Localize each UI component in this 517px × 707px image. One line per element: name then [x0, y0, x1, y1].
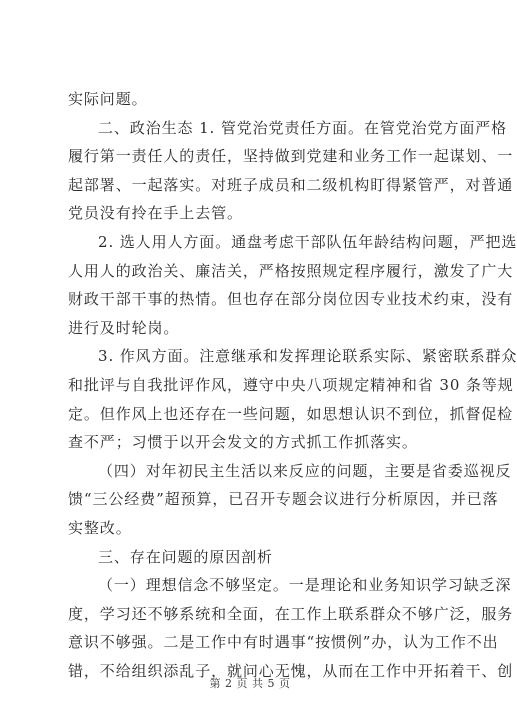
text-line: 度，学习还不够系统和全面，在工作上联系群众不够广泛，服务: [68, 604, 514, 623]
text-line: 起部署、一起落实。对班子成员和二级机构盯得紧管严，对普通: [68, 175, 514, 194]
text-line: 和批评与自我批评作风，遵守中央八项规定精神和省 30 条等规: [68, 375, 514, 394]
text-line: 2. 选人用人方面。通盘考虑干部队伍年龄结构问题，严把选: [98, 232, 517, 251]
text-line: 人用人的政治关、廉洁关，严格按照规定程序履行，激发了广大: [68, 261, 514, 280]
text-line: 错，不给组织添乱子，就问心无愧，从而在工作中开拓着干、创: [68, 661, 514, 680]
text-line: 实整改。: [68, 518, 132, 537]
text-line: 履行第一责任人的责任，坚持做到党建和业务工作一起谋划、一: [68, 147, 514, 166]
body-text: [68, 85, 517, 685]
text-line: （一）理想信念不够坚定。一是理论和业务知识学习缺乏深: [98, 576, 512, 595]
text-line: 定。但作风上也还存在一些问题，如思想认识不到位，抓督促检: [68, 404, 514, 423]
text-line: 党员没有拎在手上去管。: [68, 204, 243, 223]
text-line: 三、存在问题的原因剖析: [98, 547, 273, 566]
text-line: 财政干部干事的热情。但也存在部分岗位因专业技术约束，没有: [68, 290, 514, 309]
text-line: 3. 作风方面。注意继承和发挥理论联系实际、紧密联系群众: [98, 347, 517, 366]
text-line: （四）对年初民主生活以来反应的问题，主要是省委巡视反: [98, 461, 512, 480]
text-line: 馈“三公经费”超预算，已召开专题会议进行分析原因，并已落: [68, 490, 499, 509]
text-line: 进行及时轮岗。: [68, 318, 180, 337]
text-line: 实际问题。: [68, 90, 148, 108]
text-line: 意识不够强。二是工作中有时遇事“按惯例”办，认为工作不出: [68, 633, 499, 652]
text-line: 查不严；习惯于以开会发文的方式抓工作抓落实。: [68, 433, 418, 452]
page-footer: 第 2 页 共 5 页: [209, 677, 291, 690]
text-line: 二、政治生态 1. 管党治党责任方面。在管党治党方面严格: [98, 118, 508, 137]
